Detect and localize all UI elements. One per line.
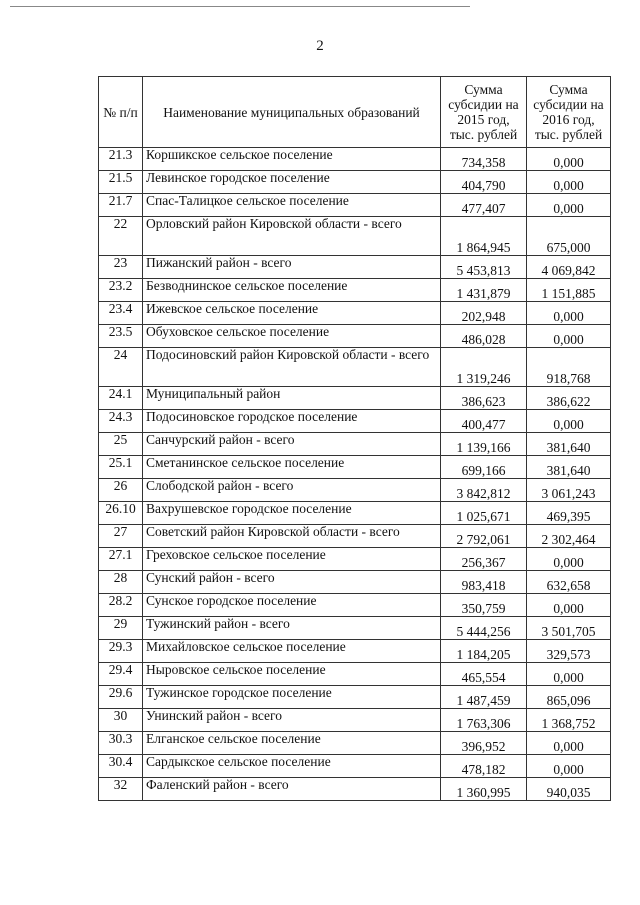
table-row (99, 663, 611, 686)
row-sum-2016: 3 061,243 (527, 479, 611, 502)
row-number: 23.2 (99, 279, 143, 302)
row-sum-2016: 0,000 (527, 148, 611, 171)
row-name: Левинское городское поселение (143, 171, 441, 194)
row-name: Муниципальный район (143, 387, 441, 410)
row-number: 23 (99, 256, 143, 279)
table-row (99, 640, 611, 663)
row-name: Коршикское сельское поселение (143, 148, 441, 171)
header-sum-2015: Сумма субсидии на 2015 год, тыс. рублей (441, 77, 527, 148)
table-row (99, 479, 611, 502)
table-row (99, 548, 611, 571)
row-sum-2016: 1 151,885 (527, 279, 611, 302)
row-name: Сардыкское сельское поселение (143, 755, 441, 778)
row-number: 27 (99, 525, 143, 548)
row-sum-2016: 632,658 (527, 571, 611, 594)
row-sum-2016: 386,622 (527, 387, 611, 410)
row-number: 21.5 (99, 171, 143, 194)
table-row (99, 502, 611, 525)
row-sum-2016: 865,096 (527, 686, 611, 709)
row-number: 28 (99, 571, 143, 594)
row-number: 23.4 (99, 302, 143, 325)
row-sum-2016: 0,000 (527, 171, 611, 194)
row-name: Пижанский район - всего (143, 256, 441, 279)
row-sum-2015: 465,554 (441, 663, 527, 686)
row-number: 24.3 (99, 410, 143, 433)
row-sum-2015: 2 792,061 (441, 525, 527, 548)
row-sum-2015: 983,418 (441, 571, 527, 594)
table-row (99, 410, 611, 433)
row-sum-2016: 0,000 (527, 325, 611, 348)
row-sum-2015: 350,759 (441, 594, 527, 617)
row-sum-2015: 396,952 (441, 732, 527, 755)
subsidy-table (98, 76, 611, 801)
row-sum-2015: 734,358 (441, 148, 527, 171)
row-sum-2015: 400,477 (441, 410, 527, 433)
table-row (99, 709, 611, 732)
row-number: 23.5 (99, 325, 143, 348)
row-name: Советский район Кировской области - всего (143, 525, 441, 548)
row-number: 26 (99, 479, 143, 502)
row-sum-2016: 0,000 (527, 194, 611, 217)
table-row (99, 302, 611, 325)
row-name: Тужинский район - всего (143, 617, 441, 640)
row-sum-2015: 486,028 (441, 325, 527, 348)
row-number: 29.3 (99, 640, 143, 663)
table-row (99, 594, 611, 617)
row-name: Слободской район - всего (143, 479, 441, 502)
row-sum-2015: 5 444,256 (441, 617, 527, 640)
row-number: 26.10 (99, 502, 143, 525)
page-number: 2 (316, 38, 324, 54)
row-sum-2016: 0,000 (527, 548, 611, 571)
row-name: Сунское городское поселение (143, 594, 441, 617)
row-sum-2015: 386,623 (441, 387, 527, 410)
table-row (99, 617, 611, 640)
row-number: 21.7 (99, 194, 143, 217)
row-sum-2016: 0,000 (527, 732, 611, 755)
table-row (99, 171, 611, 194)
row-number: 22 (99, 217, 143, 256)
row-name: Подосиновский район Кировской области - всего (143, 348, 441, 387)
row-number: 27.1 (99, 548, 143, 571)
row-sum-2016: 4 069,842 (527, 256, 611, 279)
row-name: Орловский район Кировской области - всего (143, 217, 441, 256)
row-sum-2015: 1 025,671 (441, 502, 527, 525)
row-sum-2015: 3 842,812 (441, 479, 527, 502)
row-number: 32 (99, 778, 143, 801)
table-row (99, 256, 611, 279)
row-number: 21.3 (99, 148, 143, 171)
table-row (99, 456, 611, 479)
row-sum-2015: 1 184,205 (441, 640, 527, 663)
row-sum-2016: 329,573 (527, 640, 611, 663)
row-sum-2016: 0,000 (527, 302, 611, 325)
table-row (99, 571, 611, 594)
row-sum-2016: 381,640 (527, 433, 611, 456)
row-sum-2015: 404,790 (441, 171, 527, 194)
row-sum-2016: 0,000 (527, 594, 611, 617)
row-sum-2016: 0,000 (527, 663, 611, 686)
row-name: Елганское сельское поселение (143, 732, 441, 755)
row-name: Санчурский район - всего (143, 433, 441, 456)
row-name: Михайловское сельское поселение (143, 640, 441, 663)
row-number: 29 (99, 617, 143, 640)
row-number: 29.6 (99, 686, 143, 709)
row-sum-2015: 202,948 (441, 302, 527, 325)
row-sum-2015: 1 319,246 (441, 348, 527, 387)
row-name: Ижевское сельское поселение (143, 302, 441, 325)
table-row (99, 348, 611, 387)
table-row (99, 525, 611, 548)
row-name: Подосиновское городское поселение (143, 410, 441, 433)
row-number: 24 (99, 348, 143, 387)
table-row (99, 778, 611, 801)
table-row (99, 279, 611, 302)
header-num: № п/п (99, 77, 143, 148)
table-row (99, 148, 611, 171)
row-number: 28.2 (99, 594, 143, 617)
row-sum-2016: 3 501,705 (527, 617, 611, 640)
row-sum-2015: 477,407 (441, 194, 527, 217)
row-sum-2016: 381,640 (527, 456, 611, 479)
row-sum-2015: 256,367 (441, 548, 527, 571)
header-name: Наименование муниципальных образований (143, 77, 441, 148)
row-sum-2016: 2 302,464 (527, 525, 611, 548)
row-name: Греховское сельское поселение (143, 548, 441, 571)
row-number: 25 (99, 433, 143, 456)
row-sum-2016: 0,000 (527, 410, 611, 433)
table-row (99, 686, 611, 709)
row-number: 30.3 (99, 732, 143, 755)
row-name: Унинский район - всего (143, 709, 441, 732)
row-sum-2016: 918,768 (527, 348, 611, 387)
row-sum-2015: 5 453,813 (441, 256, 527, 279)
table-row (99, 387, 611, 410)
row-sum-2015: 1 139,166 (441, 433, 527, 456)
header-sum-2016: Сумма субсидии на 2016 год, тыс. рублей (527, 77, 611, 148)
row-sum-2015: 699,166 (441, 456, 527, 479)
row-number: 24.1 (99, 387, 143, 410)
table-header-row (99, 77, 611, 148)
row-sum-2016: 0,000 (527, 755, 611, 778)
row-sum-2015: 1 431,879 (441, 279, 527, 302)
row-sum-2015: 478,182 (441, 755, 527, 778)
row-name: Спас-Талицкое сельское поселение (143, 194, 441, 217)
table-row (99, 732, 611, 755)
table-row (99, 433, 611, 456)
row-number: 30.4 (99, 755, 143, 778)
row-sum-2015: 1 864,945 (441, 217, 527, 256)
row-name: Сунский район - всего (143, 571, 441, 594)
table-row (99, 325, 611, 348)
row-number: 25.1 (99, 456, 143, 479)
table-row (99, 755, 611, 778)
row-name: Тужинское городское поселение (143, 686, 441, 709)
table-row (99, 217, 611, 256)
row-name: Сметанинское сельское поселение (143, 456, 441, 479)
row-number: 30 (99, 709, 143, 732)
row-name: Обуховское сельское поселение (143, 325, 441, 348)
row-sum-2016: 1 368,752 (527, 709, 611, 732)
row-name: Фаленский район - всего (143, 778, 441, 801)
row-sum-2015: 1 487,459 (441, 686, 527, 709)
row-sum-2016: 940,035 (527, 778, 611, 801)
row-sum-2016: 469,395 (527, 502, 611, 525)
row-number: 29.4 (99, 663, 143, 686)
table-row (99, 194, 611, 217)
top-rule (10, 6, 470, 7)
row-sum-2015: 1 360,995 (441, 778, 527, 801)
row-name: Вахрушевское городское поселение (143, 502, 441, 525)
row-sum-2015: 1 763,306 (441, 709, 527, 732)
row-sum-2016: 675,000 (527, 217, 611, 256)
row-name: Ныровское сельское поселение (143, 663, 441, 686)
table-body (99, 148, 611, 801)
row-name: Безводнинское сельское поселение (143, 279, 441, 302)
